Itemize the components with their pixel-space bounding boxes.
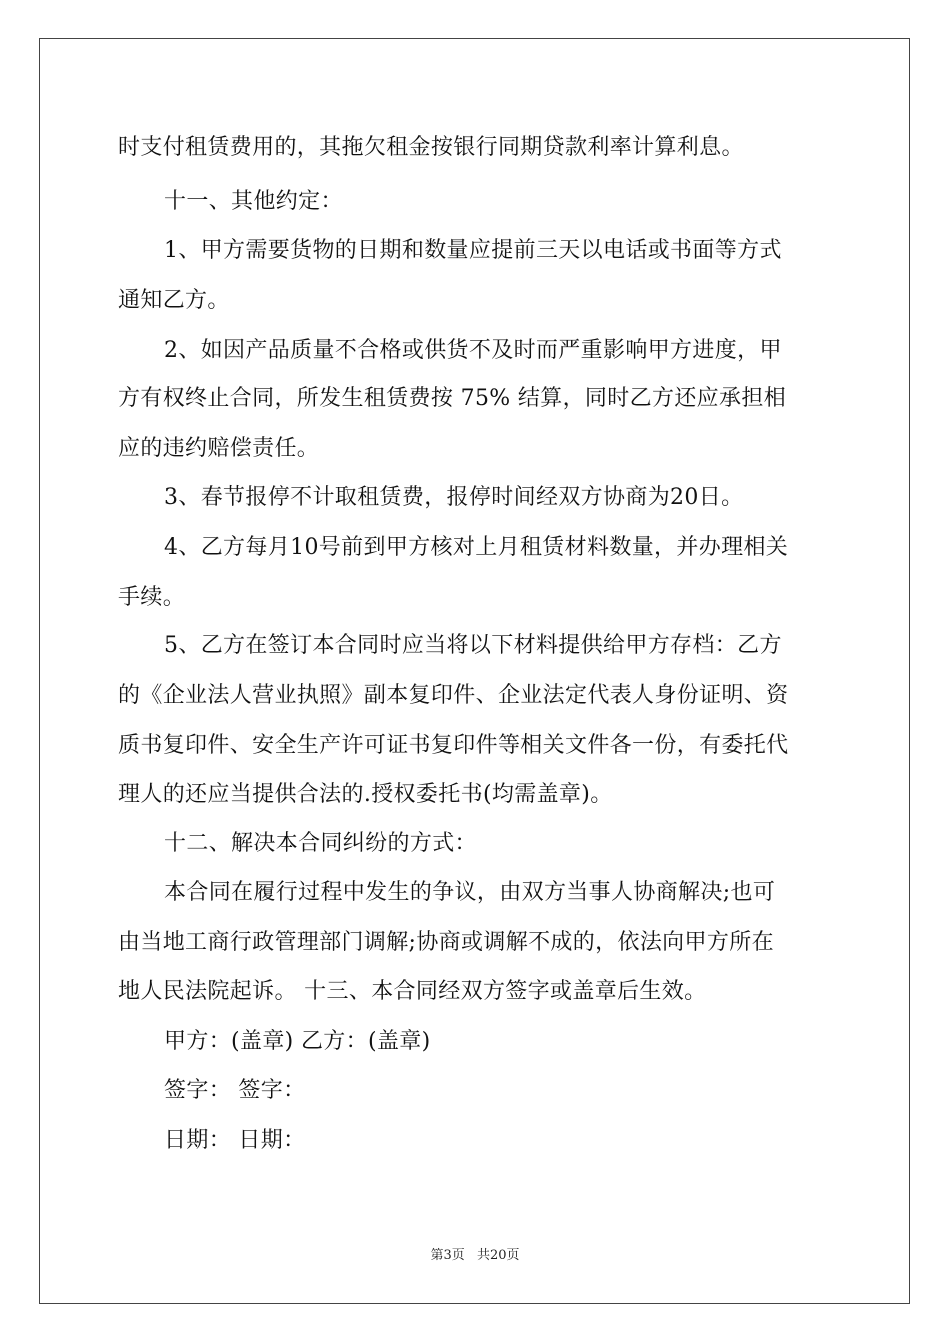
body-line-9: 4、乙方每月10号前到甲方核对上月租赁材料数量，并办理相关: [164, 535, 789, 560]
body-line-18: 地人民法院起诉。 十三、本合同经双方签字或盖章后生效。: [118, 979, 707, 1004]
body-line-14: 理人的还应当提供合法的.授权委托书(均需盖章)。: [118, 782, 613, 807]
body-line-17: 由当地工商行政管理部门调解;协商或调解不成的，依法向甲方所在: [118, 930, 774, 955]
body-line-16: 本合同在履行过程中发生的争议，由双方当事人协商解决;也可: [164, 880, 776, 905]
date-line: 日期： 日期：: [164, 1128, 306, 1153]
body-line-6: 方有权终止合同，所发生租赁费按 75% 结算，同时乙方还应承担相: [118, 386, 787, 411]
body-line-1: 时支付租赁费用的，其拖欠租金按银行同期贷款利率计算利息。: [118, 135, 744, 160]
body-line-3: 1、甲方需要货物的日期和数量应提前三天以电话或书面等方式: [164, 238, 782, 263]
section-heading-11: 十一、其他约定：: [164, 189, 343, 214]
party-seal-line: 甲方：(盖章) 乙方：(盖章): [164, 1029, 431, 1054]
page-number: 第3页: [430, 1248, 465, 1263]
page-border: [39, 38, 910, 1304]
page-total: 共20页: [476, 1248, 520, 1263]
body-line-8: 3、春节报停不计取租赁费，报停时间经双方协商为20日。: [164, 485, 744, 510]
signature-line: 签字： 签字：: [164, 1078, 306, 1103]
body-line-11: 5、乙方在签订本合同时应当将以下材料提供给甲方存档：乙方: [164, 633, 782, 658]
body-line-13: 质书复印件、安全生产许可证书复印件等相关文件各一份，有委托代: [118, 733, 789, 758]
body-line-4: 通知乙方。: [118, 288, 230, 313]
body-line-5: 2、如因产品质量不合格或供货不及时而严重影响甲方进度，甲: [164, 338, 782, 363]
body-line-7: 应的违约赔偿责任。: [118, 436, 320, 461]
page-footer: [0, 1247, 950, 1265]
section-heading-12: 十二、解决本合同纠纷的方式：: [164, 831, 477, 856]
body-line-10: 手续。: [118, 585, 186, 610]
body-line-12: 的《企业法人营业执照》副本复印件、企业法定代表人身份证明、资: [118, 683, 789, 708]
